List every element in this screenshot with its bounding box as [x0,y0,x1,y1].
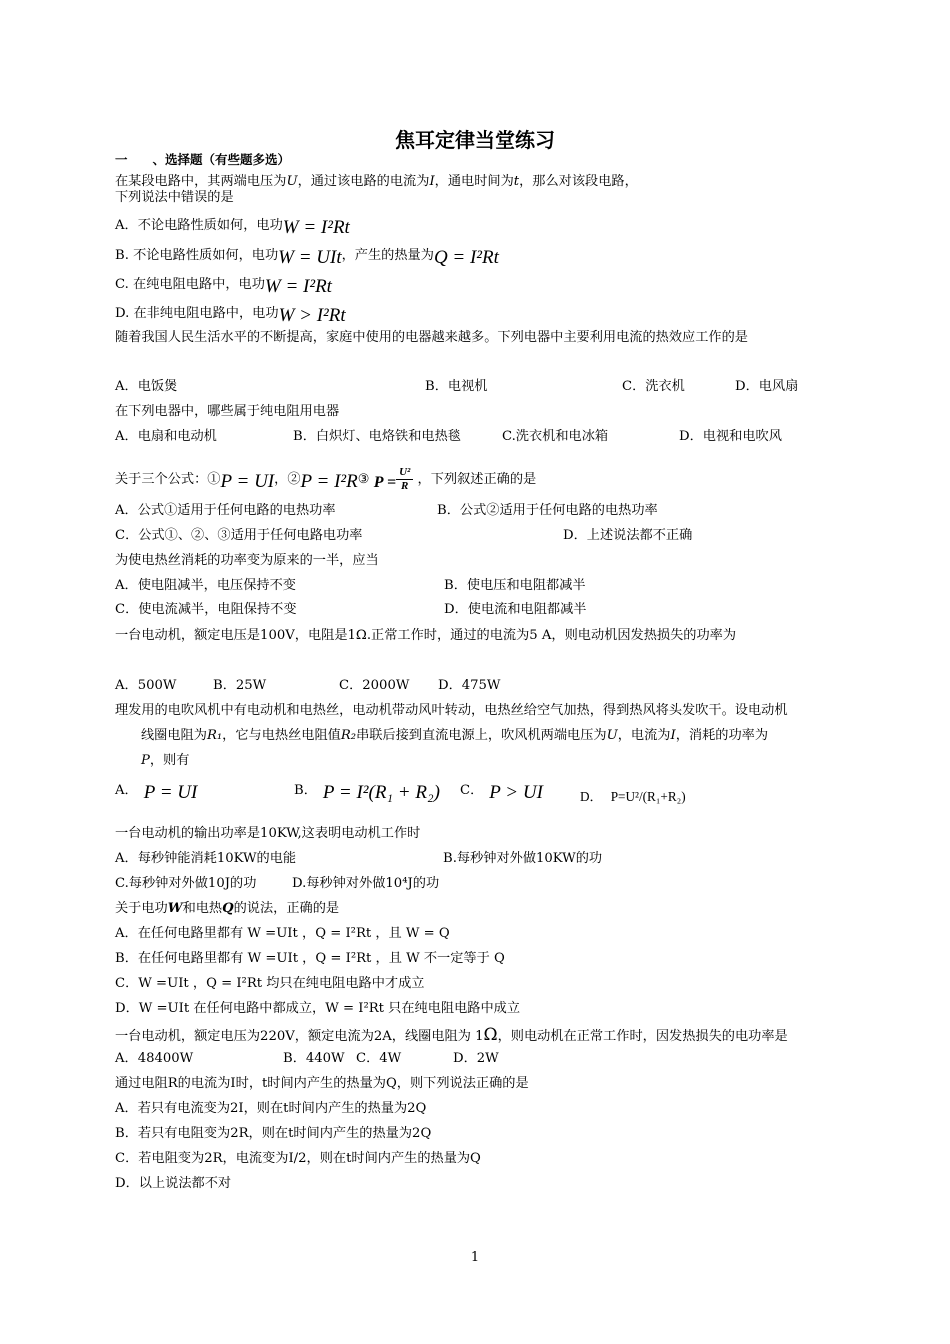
q9-option-c: C．W =UIt ，Q = I²Rt 均只在纯电阻电路中才成立 [115,976,425,991]
q5-option-d: D．使电流和电阻都减半 [444,602,587,617]
q3-option-c: C.洗衣机和电冰箱 [502,429,609,444]
q4-option-c: C．公式①、②、③适用于任何电路电功率 [115,528,363,543]
q10-option-a: A．48400W [115,1051,194,1066]
q6-option-a: A．500W [115,678,177,693]
ohm-symbol: Ω [483,1025,498,1045]
q6-option-c: C．2000W [339,678,410,693]
q7-option-c: C． P > UI [460,782,543,803]
q11-option-a: A．若只有电流变为2I，则在t时间内产生的热量为2Q [115,1101,427,1116]
q2-option-a: A．电饭煲 [115,379,178,394]
q9-option-d: D．W =UIt 在任何电路中都成立，W = I²Rt 只在纯电阻电路中成立 [115,1001,521,1016]
q1-stem-line2: 下列说法中错误的是 [115,190,234,205]
section-heading: 一 、选择题（有些题多选） [115,152,291,167]
q5-option-a: A．使电阻减半，电压保持不变 [115,578,296,593]
q2-option-d: D．电风扇 [735,379,799,394]
q7-stem-line1: 理发用的电吹风机中有电动机和电热丝，电动机带动风叶转动，电热丝给空气加热，得到热风将头发吹干。设电动机 [115,703,788,718]
q7-stem-line2: 线圈电阻为R₁，它与电热丝电阻值R₂串联后接到直流电源上，吹风机两端电压为U，电流为I，消耗的功率为 [141,728,769,743]
q10-option-c: C．4W [356,1051,402,1066]
q7-option-a: A． P = UI [115,782,198,803]
q6-option-d: D．475W [438,678,501,693]
q7-stem-line3: P，则有 [141,753,190,768]
q8-option-b: B.每秒钟对外做10KW的功 [443,851,603,866]
q10-option-b: B．440W [283,1051,345,1066]
q6-stem: 一台电动机，额定电压是100V，电阻是1Ω.正常工作时，通过的电流为5 A，则电动机因发热损失的功率为 [115,628,736,643]
q4-stem: 关于三个公式：①P = UI，②P = I²R③ P = $\frac{\text{U²}}{R}$ ，下列叙述正确的是 [115,466,537,492]
q9-option-b: B．在任何电路里都有 W =UIt ，Q = I²Rt ，且 W 不一定等于 Q [115,951,505,966]
q4-option-b: B．公式②适用于任何电路的电热功率 [437,503,658,518]
q5-option-b: B．使电压和电阻都减半 [444,578,586,593]
q8-option-c: C.每秒钟对外做10J的功 [115,876,257,891]
q5-stem: 为使电热丝消耗的功率变为原来的一半，应当 [115,553,379,568]
q8-stem: 一台电动机的输出功率是10KW,这表明电动机工作时 [115,826,421,841]
q11-option-d: D．以上说法都不对 [115,1176,232,1191]
q5-option-c: C．使电流减半，电阻保持不变 [115,602,297,617]
q8-option-a: A．每秒钟能消耗10KW的电能 [115,851,297,866]
q10-option-d: D．2W [453,1051,499,1066]
page-number: 1 [470,1250,480,1265]
q10-stem: 一台电动机，额定电压为220V，额定电流为2A，线圈电阻为 1Ω，则电动机在正常工作时，因发热损失的电功率是 [115,1025,788,1045]
q3-stem: 在下列电器中，哪些属于纯电阻用电器 [115,404,340,419]
q11-option-b: B．若只有电阻变为2R，则在t时间内产生的热量为2Q [115,1126,432,1141]
q2-option-c: C．洗衣机 [622,379,685,394]
q2-option-b: B．电视机 [425,379,488,394]
q7-option-b: B． P = I²(R₁ + R₂) [294,782,440,803]
q1-stem: 在某段电路中，其两端电压为U，通过该电路的电流为I，通电时间为t，那么对该段电路， [115,174,638,189]
page-title: 焦耳定律当堂练习 [395,128,555,152]
q9-option-a: A．在任何电路里都有 W =UIt ，Q = I²Rt ，且 W = Q [115,926,450,941]
q1-option-b: B. 不论电路性质如何，电功W = UIt，产生的热量为Q = I²Rt [115,247,499,268]
q6-option-b: B．25W [213,678,267,693]
q9-stem: 关于电功W和电热Q的说法，正确的是 [115,901,340,916]
q3-option-d: D．电视和电吹风 [679,429,782,444]
q1-option-a: A．不论电路性质如何，电功W = I²Rt [115,217,350,238]
q8-option-d: D.每秒钟对外做10⁴J的功 [292,876,440,891]
q4-option-a: A．公式①适用于任何电路的电热功率 [115,503,336,518]
q3-option-b: B．白炽灯、电烙铁和电热毯 [293,429,461,444]
q2-stem: 随着我国人民生活水平的不断提高，家庭中使用的电器越来越多。下列电器中主要利用电流的热效应工作的是 [115,330,748,345]
q11-option-c: C．若电阻变为2R，电流变为I/2，则在t时间内产生的热量为Q [115,1151,481,1166]
q11-stem: 通过电阻R的电流为I时，t时间内产生的热量为Q，则下列说法正确的是 [115,1076,529,1091]
q3-option-a: A．电扇和电动机 [115,429,217,444]
q1-option-c: C. 在纯电阻电路中，电功W = I²Rt [115,276,332,297]
q4-option-d: D．上述说法都不正确 [563,528,693,543]
q7-option-d: D． P=U²/(R₁+R₂) [580,789,686,804]
q1-option-d: D. 在非纯电阻电路中，电功W > I²Rt [115,305,346,326]
q4-fraction: $\frac{\text{U²}}{R}$ [396,466,413,493]
